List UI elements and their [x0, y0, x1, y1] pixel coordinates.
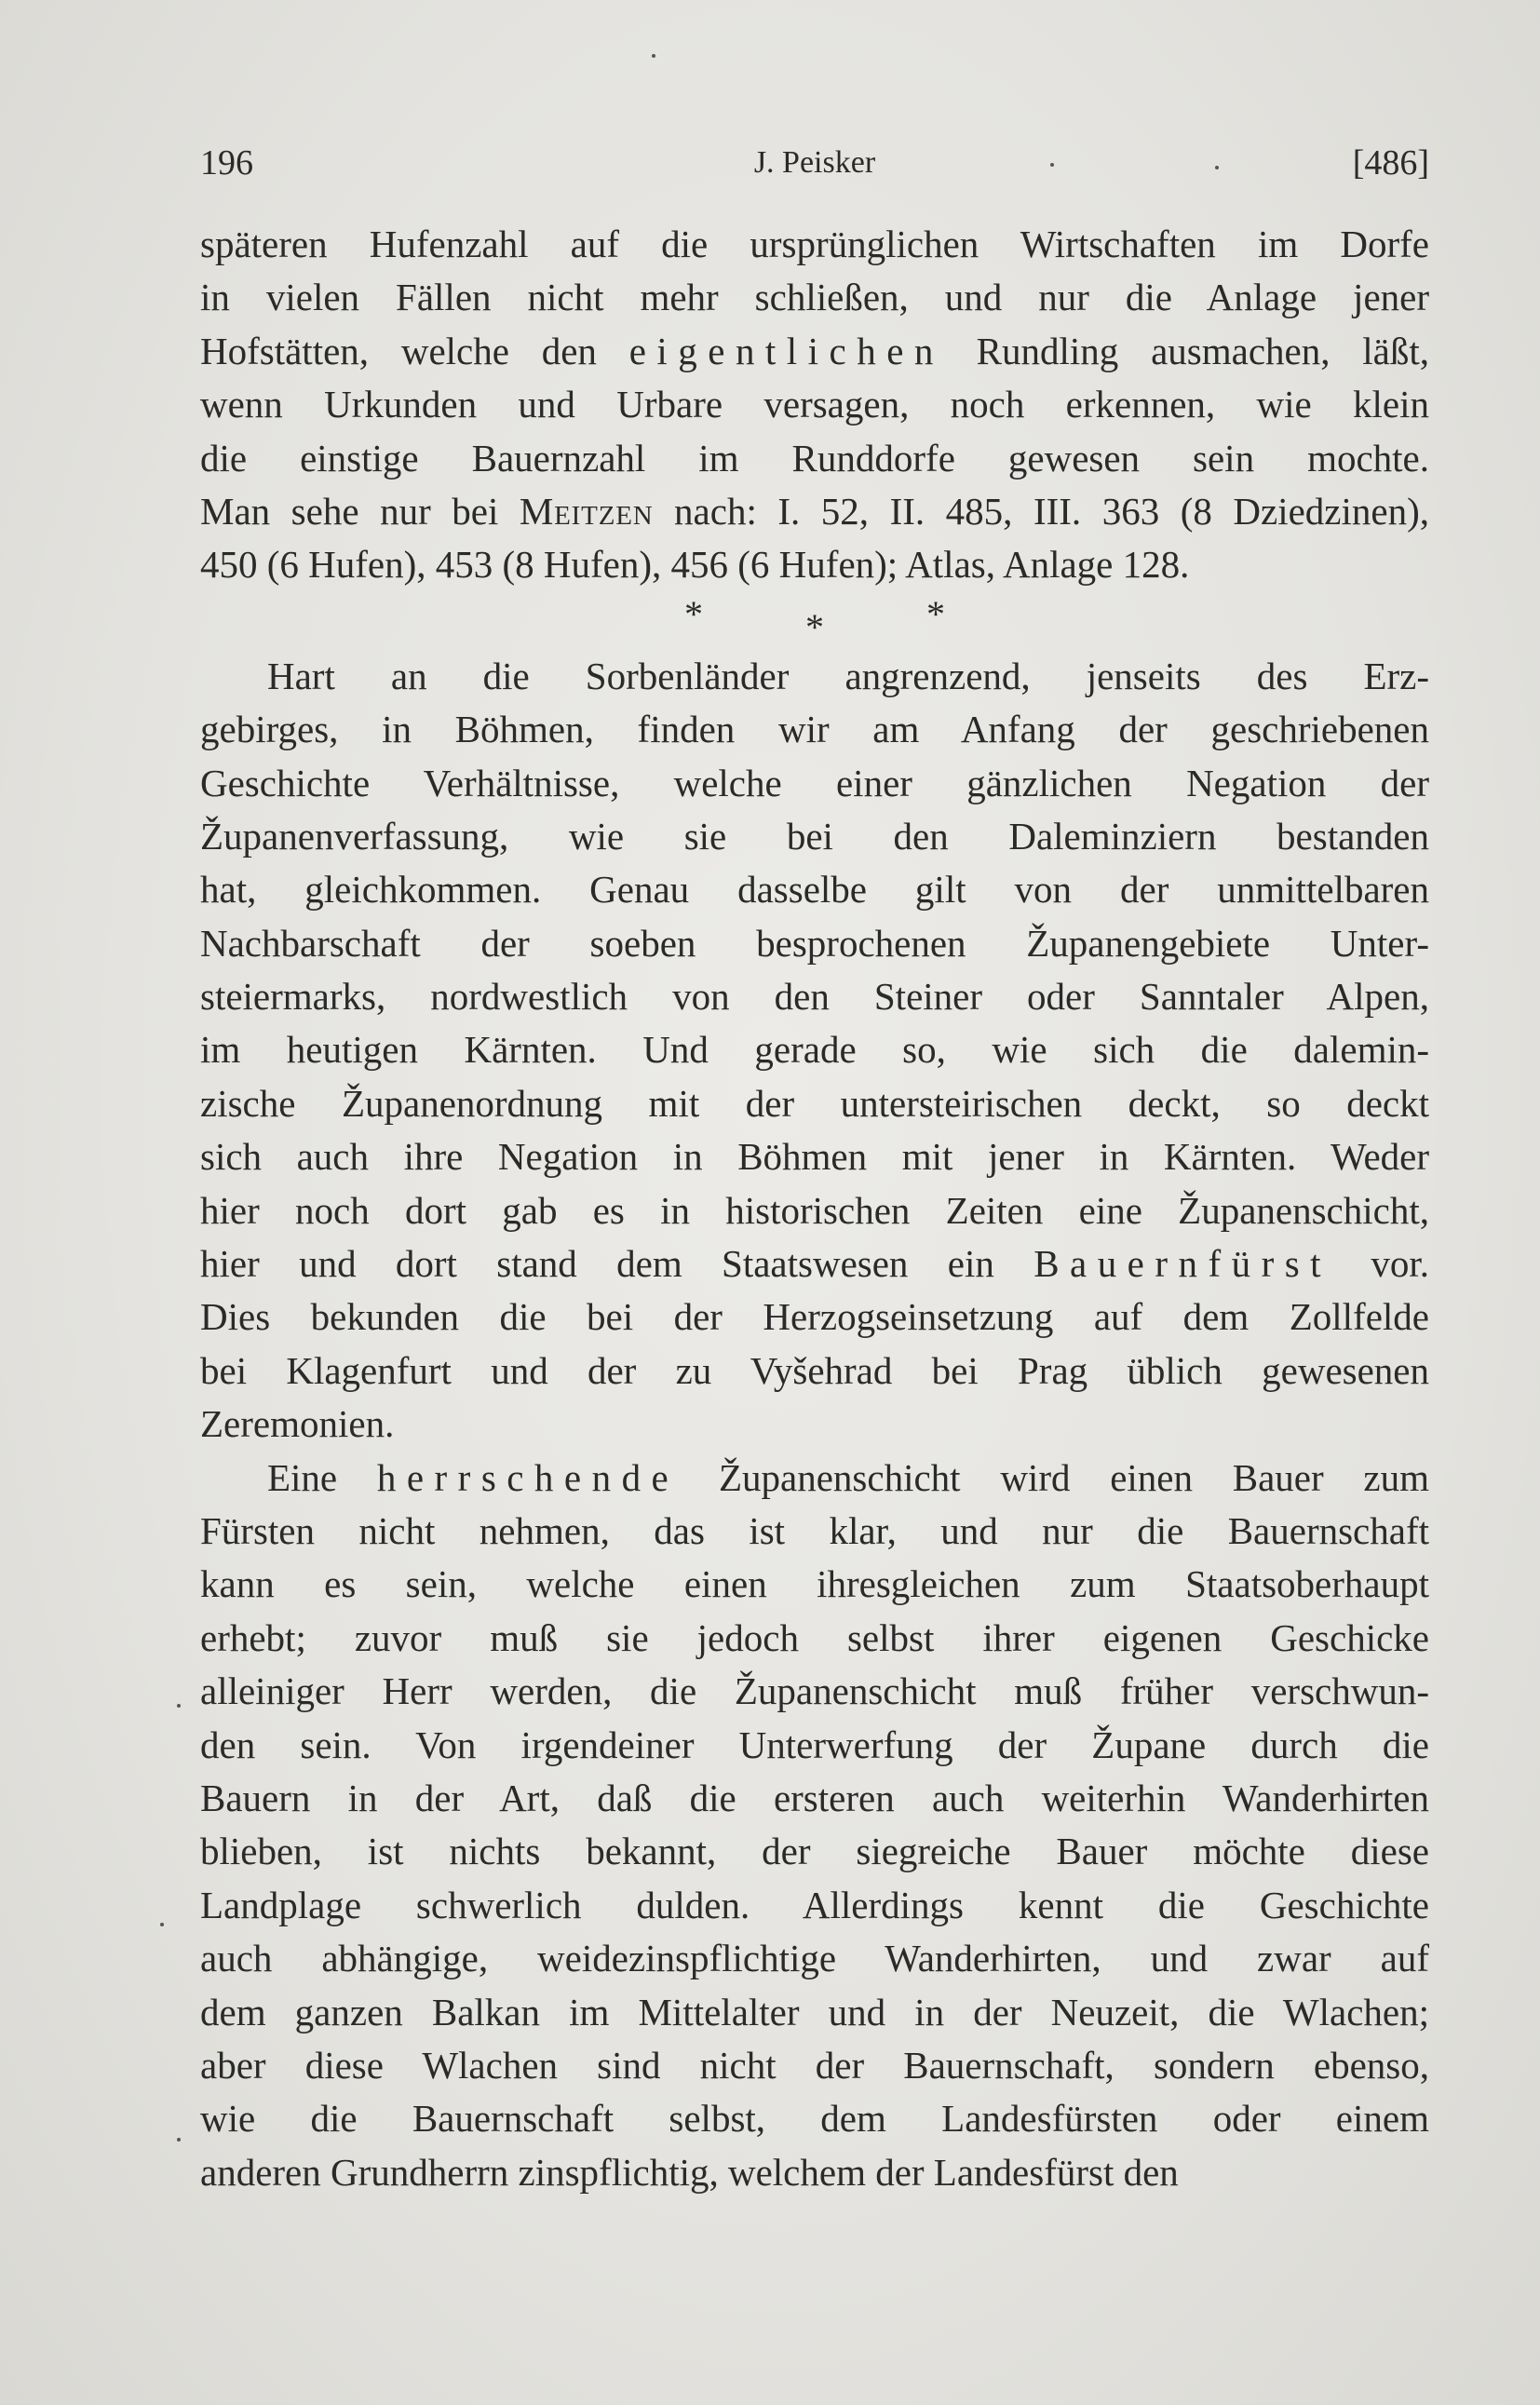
- text-line: [200, 325, 1429, 378]
- spaced-emphasis: herrschende: [376, 1455, 680, 1499]
- text-line: zische Županenordnung mit der untersteirischen deckt, so deckt: [200, 1081, 1429, 1125]
- text-segment: Eine: [267, 1455, 377, 1499]
- text-line: in vielen Fällen nicht mehr schließen, und nur die Anlage jener: [200, 276, 1429, 319]
- text-line: kann es sein, welche einen ihresgleichen zum Staatsoberhaupt: [200, 1562, 1429, 1606]
- separator-asterisk: *: [684, 592, 703, 635]
- text-line: Zeremonien.: [200, 1402, 395, 1446]
- spaced-emphasis: eigentlichen: [628, 329, 944, 372]
- paragraph-1: [200, 218, 1429, 592]
- text-line: [200, 1237, 1429, 1290]
- speck: [177, 1704, 181, 1708]
- text-line: aber diese Wlachen sind nicht der Bauernschaft, sondern ebenso,: [200, 2043, 1429, 2087]
- text-line: 450 (6 Hufen), 453 (8 Hufen), 456 (6 Hufen); Atlas, Anlage 128.: [200, 543, 1190, 587]
- text-line: wie die Bauernschaft selbst, dem Landesfürsten oder einem: [200, 2097, 1429, 2141]
- text-line: hier noch dort gab es in historischen Zeiten eine Županenschicht,: [200, 1188, 1429, 1232]
- text-line: Županenverfassung, wie sie bei den Daleminziern bestanden: [200, 814, 1429, 858]
- text-line: Hart an die Sorbenländer angrenzend, jenseits des Erz-: [267, 654, 1429, 697]
- text-line: auch abhängige, weidezinspflichtige Wanderhirten, und zwar auf: [200, 1937, 1429, 1980]
- speck: [652, 54, 655, 58]
- text-segment: vor.: [1331, 1242, 1429, 1286]
- running-title: J. Peisker: [753, 145, 876, 180]
- text-line: hat, gleichkommen. Genau dasselbe gilt von der unmittelbaren: [200, 868, 1429, 912]
- text-line: blieben, ist nichts bekannt, der siegreiche Bauer möchte diese: [200, 1830, 1429, 1873]
- text-line: gebirges, in Böhmen, finden wir am Anfang der geschriebenen: [200, 708, 1429, 751]
- text-line: wenn Urkunden und Urbare versagen, noch erkennen, wie klein: [200, 383, 1429, 426]
- text-segment: hier und dort stand dem Staatswesen ein: [200, 1242, 1034, 1286]
- text-line: alleiniger Herr werden, die Županenschicht muß früher verschwun-: [200, 1669, 1429, 1713]
- section-separator: [200, 592, 1429, 650]
- text-line: Landplage schwerlich dulden. Allerdings kennt die Geschichte: [200, 1883, 1429, 1926]
- text-line: [200, 485, 1429, 538]
- text-line: späteren Hufenzahl auf die ursprünglichen Wirtschaften im Dorfe: [200, 223, 1429, 265]
- body-text: [200, 218, 1429, 2199]
- speck: [177, 2138, 181, 2142]
- spaced-emphasis: Bauernfürst: [1033, 1242, 1332, 1286]
- text-segment: Županenschicht wird einen Bauer zum: [679, 1455, 1429, 1499]
- text-line: Dies bekunden die bei der Herzogseinsetzung auf dem Zollfelde: [200, 1295, 1429, 1339]
- paragraph-3: [200, 1452, 1429, 2199]
- text-segment: nach: I. 52, II. 485, III. 363 (8 Dziedzinen),: [653, 489, 1429, 533]
- paragraph-2: [200, 650, 1429, 1452]
- text-line: sich auch ihre Negation in Böhmen mit jener in Kärnten. Weder: [200, 1135, 1429, 1179]
- page-number: 196: [200, 143, 253, 182]
- text-line: Nachbarschaft der soeben besprochenen Županengebiete Unter-: [200, 921, 1429, 965]
- text-line: bei Klagenfurt und der zu Vyšehrad bei Prag üblich gewesenen: [200, 1348, 1429, 1392]
- original-page-number: [486]: [1352, 143, 1429, 182]
- text-segment: Hofstätten, welche den: [200, 329, 629, 372]
- text-line: Geschichte Verhältnisse, welche einer gänzlichen Negation der: [200, 761, 1429, 804]
- text-line: im heutigen Kärnten. Und gerade so, wie sich die dalemin-: [200, 1028, 1429, 1072]
- text-line: Fürsten nicht nehmen, das ist klar, und nur die Bauernschaft: [200, 1508, 1429, 1552]
- text-line: die einstige Bauernzahl im Runddorfe gewesen sein mochte.: [200, 436, 1429, 480]
- text-line: den sein. Von irgendeiner Unterwerfung der Župane durch die: [200, 1723, 1429, 1766]
- small-caps-name: Meitzen: [519, 489, 654, 533]
- text-line: erhebt; zuvor muß sie jedoch selbst ihrer eigenen Geschicke: [200, 1615, 1429, 1659]
- speck: [1215, 166, 1219, 169]
- separator-asterisk: *: [926, 592, 945, 635]
- page-header: [200, 135, 1429, 191]
- text-line: Bauern in der Art, daß die ersteren auch weiterhin Wanderhirten: [200, 1776, 1429, 1819]
- text-line: steiermarks, nordwestlich von den Steiner oder Sanntaler Alpen,: [200, 975, 1429, 1019]
- text-segment: Man sehe nur bei: [200, 489, 520, 533]
- text-segment: Rundling ausmachen, läßt,: [943, 329, 1429, 372]
- text-line: anderen Grundherrn zinspflichtig, welchem der Landesfürst den: [200, 2150, 1179, 2194]
- text-line: dem ganzen Balkan im Mittelalter und in der Neuzeit, die Wlachen;: [200, 1990, 1429, 2033]
- speck: [160, 1923, 164, 1926]
- separator-asterisk: *: [805, 605, 824, 648]
- speck: [1050, 163, 1054, 167]
- text-line: [200, 1452, 1429, 1505]
